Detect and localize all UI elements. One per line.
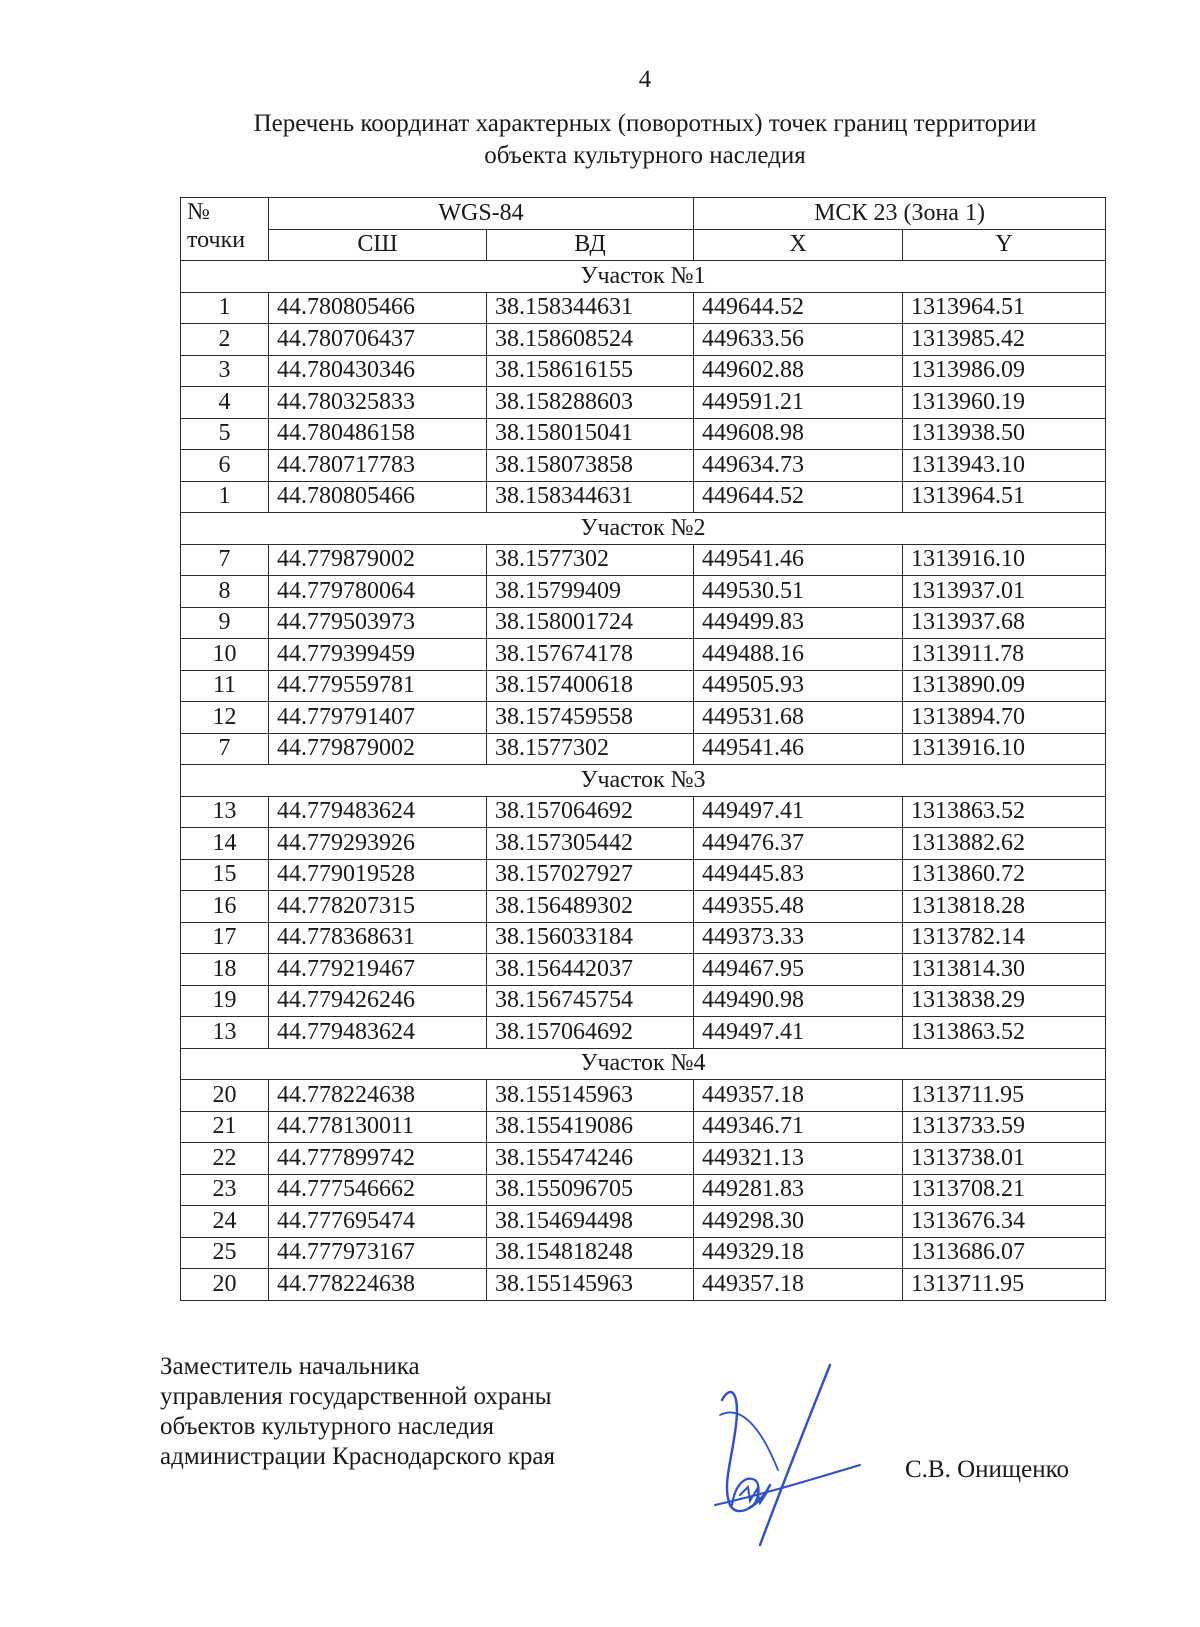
latitude-cell: 44.779483624 — [269, 1017, 487, 1049]
table-row — [181, 733, 1106, 765]
point-number-cell: 1 — [181, 292, 269, 324]
latitude-cell: 44.779879002 — [269, 544, 487, 576]
point-number-cell: 3 — [181, 355, 269, 387]
point-number-cell: 15 — [181, 859, 269, 891]
signatory-line-2: управления государственной охраны — [160, 1383, 552, 1410]
point-number-cell: 14 — [181, 828, 269, 860]
x-cell: 449591.21 — [694, 387, 903, 419]
point-number-cell: 10 — [181, 639, 269, 671]
x-cell: 449644.52 — [694, 481, 903, 513]
table-row — [181, 1206, 1106, 1238]
latitude-cell: 44.780717783 — [269, 450, 487, 482]
latitude-cell: 44.779559781 — [269, 670, 487, 702]
table-row — [181, 1269, 1106, 1301]
x-cell: 449445.83 — [694, 859, 903, 891]
y-cell: 1313986.09 — [903, 355, 1106, 387]
longitude-cell: 38.158073858 — [487, 450, 694, 482]
table-row — [181, 985, 1106, 1017]
table-row — [181, 1111, 1106, 1143]
x-cell: 449530.51 — [694, 576, 903, 608]
longitude-cell: 38.1577302 — [487, 733, 694, 765]
latitude-cell: 44.779219467 — [269, 954, 487, 986]
title-line-2: объекта культурного наследия — [484, 142, 806, 169]
x-cell: 449541.46 — [694, 544, 903, 576]
longitude-cell: 38.158616155 — [487, 355, 694, 387]
x-cell: 449373.33 — [694, 922, 903, 954]
longitude-cell: 38.156745754 — [487, 985, 694, 1017]
y-cell: 1313937.01 — [903, 576, 1106, 608]
point-number-cell: 16 — [181, 891, 269, 923]
table-row — [181, 1237, 1106, 1269]
header-point-line-1: № — [187, 199, 210, 225]
section-row — [181, 1048, 1106, 1080]
latitude-cell: 44.779780064 — [269, 576, 487, 608]
latitude-cell: 44.780430346 — [269, 355, 487, 387]
y-cell: 1313863.52 — [903, 796, 1106, 828]
table-row — [181, 544, 1106, 576]
y-cell: 1313964.51 — [903, 292, 1106, 324]
point-number-cell: 19 — [181, 985, 269, 1017]
point-number-cell: 7 — [181, 733, 269, 765]
header-msk23: МСК 23 (Зона 1) — [694, 198, 1106, 230]
latitude-cell: 44.777899742 — [269, 1143, 487, 1175]
latitude-cell: 44.779293926 — [269, 828, 487, 860]
latitude-cell: 44.779879002 — [269, 733, 487, 765]
y-cell: 1313676.34 — [903, 1206, 1106, 1238]
latitude-cell: 44.778224638 — [269, 1080, 487, 1112]
longitude-cell: 38.157305442 — [487, 828, 694, 860]
signatory-line-1: Заместитель начальника — [160, 1353, 420, 1380]
point-number-cell: 23 — [181, 1174, 269, 1206]
latitude-cell: 44.779483624 — [269, 796, 487, 828]
latitude-cell: 44.777973167 — [269, 1237, 487, 1269]
longitude-cell: 38.155474246 — [487, 1143, 694, 1175]
table-row — [181, 1174, 1106, 1206]
y-cell: 1313916.10 — [903, 544, 1106, 576]
table-row — [181, 1017, 1106, 1049]
longitude-cell: 38.154818248 — [487, 1237, 694, 1269]
longitude-cell: 38.155096705 — [487, 1174, 694, 1206]
x-cell: 449497.41 — [694, 1017, 903, 1049]
latitude-cell: 44.780706437 — [269, 324, 487, 356]
x-cell: 449281.83 — [694, 1174, 903, 1206]
table-body — [181, 261, 1106, 1301]
point-number-cell: 25 — [181, 1237, 269, 1269]
table-row — [181, 450, 1106, 482]
table-row — [181, 387, 1106, 419]
page-number: 4 — [638, 66, 652, 93]
x-cell: 449505.93 — [694, 670, 903, 702]
x-cell: 449634.73 — [694, 450, 903, 482]
point-number-cell: 9 — [181, 607, 269, 639]
x-cell: 449541.46 — [694, 733, 903, 765]
point-number-cell: 6 — [181, 450, 269, 482]
y-cell: 1313711.95 — [903, 1269, 1106, 1301]
y-cell: 1313937.68 — [903, 607, 1106, 639]
latitude-cell: 44.779426246 — [269, 985, 487, 1017]
x-cell: 449346.71 — [694, 1111, 903, 1143]
latitude-cell: 44.778368631 — [269, 922, 487, 954]
x-cell: 449602.88 — [694, 355, 903, 387]
table-row — [181, 1143, 1106, 1175]
header-x: X — [694, 229, 903, 261]
longitude-cell: 38.155145963 — [487, 1080, 694, 1112]
point-number-cell: 13 — [181, 796, 269, 828]
y-cell: 1313863.52 — [903, 1017, 1106, 1049]
y-cell: 1313943.10 — [903, 450, 1106, 482]
signatory-line-3: объектов культурного наследия — [160, 1413, 494, 1440]
y-cell: 1313686.07 — [903, 1237, 1106, 1269]
longitude-cell: 38.158608524 — [487, 324, 694, 356]
point-number-cell: 1 — [181, 481, 269, 513]
latitude-cell: 44.777695474 — [269, 1206, 487, 1238]
x-cell: 449357.18 — [694, 1269, 903, 1301]
longitude-cell: 38.157064692 — [487, 796, 694, 828]
latitude-cell: 44.780805466 — [269, 481, 487, 513]
table-row — [181, 670, 1106, 702]
section-row — [181, 513, 1106, 545]
point-number-cell: 24 — [181, 1206, 269, 1238]
x-cell: 449357.18 — [694, 1080, 903, 1112]
y-cell: 1313894.70 — [903, 702, 1106, 734]
x-cell: 449298.30 — [694, 1206, 903, 1238]
latitude-cell: 44.778224638 — [269, 1269, 487, 1301]
table-row — [181, 954, 1106, 986]
latitude-cell: 44.779791407 — [269, 702, 487, 734]
section-title: Участок №2 — [181, 513, 1106, 545]
y-cell: 1313814.30 — [903, 954, 1106, 986]
longitude-cell: 38.156442037 — [487, 954, 694, 986]
y-cell: 1313733.59 — [903, 1111, 1106, 1143]
point-number-cell: 2 — [181, 324, 269, 356]
latitude-cell: 44.780486158 — [269, 418, 487, 450]
point-number-cell: 11 — [181, 670, 269, 702]
y-cell: 1313938.50 — [903, 418, 1106, 450]
point-number-cell: 20 — [181, 1269, 269, 1301]
table-row — [181, 702, 1106, 734]
y-cell: 1313882.62 — [903, 828, 1106, 860]
table-row — [181, 891, 1106, 923]
table-row — [181, 607, 1106, 639]
longitude-cell: 38.154694498 — [487, 1206, 694, 1238]
y-cell: 1313838.29 — [903, 985, 1106, 1017]
latitude-cell: 44.778207315 — [269, 891, 487, 923]
table-row — [181, 418, 1106, 450]
latitude-cell: 44.778130011 — [269, 1111, 487, 1143]
x-cell: 449497.41 — [694, 796, 903, 828]
table-row — [181, 576, 1106, 608]
y-cell: 1313860.72 — [903, 859, 1106, 891]
section-title: Участок №1 — [181, 261, 1106, 293]
point-number-cell: 18 — [181, 954, 269, 986]
table-header-row-1 — [181, 198, 1106, 230]
longitude-cell: 38.158015041 — [487, 418, 694, 450]
x-cell: 449608.98 — [694, 418, 903, 450]
longitude-cell: 38.157027927 — [487, 859, 694, 891]
y-cell: 1313964.51 — [903, 481, 1106, 513]
table-row — [181, 922, 1106, 954]
coordinates-table — [180, 197, 1106, 1301]
point-number-cell: 17 — [181, 922, 269, 954]
y-cell: 1313708.21 — [903, 1174, 1106, 1206]
longitude-cell: 38.157064692 — [487, 1017, 694, 1049]
table-row — [181, 324, 1106, 356]
table-header-row-2 — [181, 229, 1106, 261]
longitude-cell: 38.158344631 — [487, 292, 694, 324]
x-cell: 449490.98 — [694, 985, 903, 1017]
longitude-cell: 38.158001724 — [487, 607, 694, 639]
table-row — [181, 292, 1106, 324]
y-cell: 1313985.42 — [903, 324, 1106, 356]
point-number-cell: 20 — [181, 1080, 269, 1112]
page-title — [150, 108, 1140, 172]
longitude-cell: 38.1577302 — [487, 544, 694, 576]
latitude-cell: 44.779503973 — [269, 607, 487, 639]
handwritten-signature — [700, 1355, 880, 1555]
latitude-cell: 44.777546662 — [269, 1174, 487, 1206]
longitude-cell: 38.157400618 — [487, 670, 694, 702]
header-point-line-2: точки — [187, 227, 246, 253]
signatory-name: С.В. Онищенко — [905, 1456, 1070, 1483]
longitude-cell: 38.156489302 — [487, 891, 694, 923]
header-y: Y — [903, 229, 1106, 261]
table-row — [181, 796, 1106, 828]
x-cell: 449499.83 — [694, 607, 903, 639]
x-cell: 449633.56 — [694, 324, 903, 356]
longitude-cell: 38.157674178 — [487, 639, 694, 671]
point-number-cell: 5 — [181, 418, 269, 450]
section-title: Участок №4 — [181, 1048, 1106, 1080]
point-number-cell: 13 — [181, 1017, 269, 1049]
y-cell: 1313916.10 — [903, 733, 1106, 765]
point-number-cell: 4 — [181, 387, 269, 419]
point-number-cell: 8 — [181, 576, 269, 608]
table-row — [181, 639, 1106, 671]
y-cell: 1313782.14 — [903, 922, 1106, 954]
point-number-cell: 7 — [181, 544, 269, 576]
header-longitude: ВД — [487, 229, 694, 261]
latitude-cell: 44.780805466 — [269, 292, 487, 324]
latitude-cell: 44.779399459 — [269, 639, 487, 671]
signatory-position — [160, 1352, 555, 1472]
header-wgs84: WGS-84 — [269, 198, 694, 230]
x-cell: 449355.48 — [694, 891, 903, 923]
signatory-line-4: администрации Краснодарского края — [160, 1443, 556, 1470]
x-cell: 449321.13 — [694, 1143, 903, 1175]
title-line-1: Перечень координат характерных (поворотных) точек границ территории — [253, 110, 1037, 137]
table-row — [181, 355, 1106, 387]
y-cell: 1313738.01 — [903, 1143, 1106, 1175]
table-row — [181, 1080, 1106, 1112]
point-number-cell: 22 — [181, 1143, 269, 1175]
section-row — [181, 765, 1106, 797]
x-cell: 449476.37 — [694, 828, 903, 860]
longitude-cell: 38.155145963 — [487, 1269, 694, 1301]
x-cell: 449329.18 — [694, 1237, 903, 1269]
y-cell: 1313960.19 — [903, 387, 1106, 419]
y-cell: 1313911.78 — [903, 639, 1106, 671]
x-cell: 449644.52 — [694, 292, 903, 324]
table-row — [181, 481, 1106, 513]
point-number-cell: 12 — [181, 702, 269, 734]
x-cell: 449531.68 — [694, 702, 903, 734]
x-cell: 449488.16 — [694, 639, 903, 671]
longitude-cell: 38.158344631 — [487, 481, 694, 513]
latitude-cell: 44.780325833 — [269, 387, 487, 419]
y-cell: 1313890.09 — [903, 670, 1106, 702]
y-cell: 1313818.28 — [903, 891, 1106, 923]
longitude-cell: 38.158288603 — [487, 387, 694, 419]
longitude-cell: 38.157459558 — [487, 702, 694, 734]
table-row — [181, 828, 1106, 860]
latitude-cell: 44.779019528 — [269, 859, 487, 891]
header-point-number — [181, 198, 269, 261]
header-latitude: СШ — [269, 229, 487, 261]
longitude-cell: 38.15799409 — [487, 576, 694, 608]
longitude-cell: 38.155419086 — [487, 1111, 694, 1143]
y-cell: 1313711.95 — [903, 1080, 1106, 1112]
section-title: Участок №3 — [181, 765, 1106, 797]
table-row — [181, 859, 1106, 891]
longitude-cell: 38.156033184 — [487, 922, 694, 954]
point-number-cell: 21 — [181, 1111, 269, 1143]
section-row — [181, 261, 1106, 293]
x-cell: 449467.95 — [694, 954, 903, 986]
